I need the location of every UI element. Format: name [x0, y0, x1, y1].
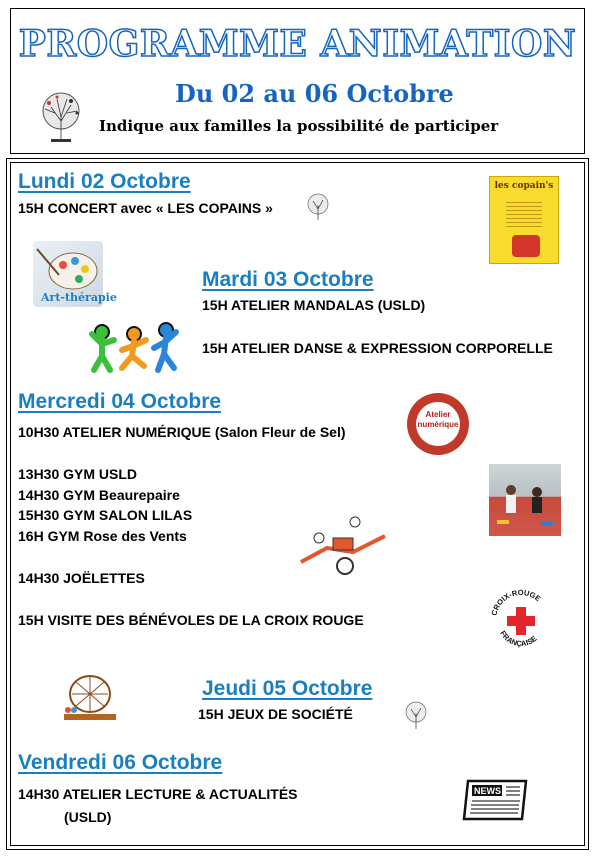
event-mardi-danse: 15H ATELIER DANSE & EXPRESSION CORPORELLE	[202, 340, 553, 356]
gym-figures	[489, 464, 561, 536]
art-therapie-label: Art-thérapie	[41, 291, 117, 304]
gym-photo	[489, 464, 561, 536]
svg-text:FRANÇAISE: FRANÇAISE	[498, 629, 539, 649]
event-vendredi-usld: (USLD)	[64, 809, 112, 825]
event-mercredi-croix-rouge: 15H VISITE DES BÉNÉVOLES DE LA CROIX ROUGE	[18, 612, 364, 628]
event-mercredi-gym-usld: 13H30 GYM USLD	[18, 466, 138, 482]
dancing-figures-icon	[88, 322, 180, 374]
event-jeudi-jeux: 15H JEUX DE SOCIÉTÉ	[198, 706, 353, 722]
header-box	[10, 8, 585, 154]
poster-text-lines	[506, 199, 542, 229]
atelier-numerique-badge	[407, 393, 469, 455]
bingo-cage-icon	[58, 670, 122, 726]
event-vendredi-lecture: 14H30 ATELIER LECTURE & ACTUALITÉS	[18, 786, 298, 802]
day-title-jeudi: Jeudi 05 Octobre	[202, 677, 373, 700]
news-label: NEWS	[474, 786, 501, 796]
tree-logo-icon	[403, 700, 429, 732]
event-mercredi-gym-rose: 16H GYM Rose des Vents	[18, 528, 187, 544]
art-therapie-image	[33, 241, 117, 307]
event-lundi-concert: 15H CONCERT avec « LES COPAINS »	[18, 200, 273, 216]
event-mercredi-gym-beaurepaire: 14H30 GYM Beaurepaire	[18, 487, 180, 503]
les-copains-poster	[489, 176, 559, 264]
day-title-vendredi: Vendredi 06 Octobre	[18, 751, 223, 774]
day-title-mardi: Mardi 03 Octobre	[202, 268, 374, 291]
tree-logo-icon	[37, 91, 85, 147]
croix-rouge-logo	[488, 587, 554, 653]
event-mardi-mandalas: 15H ATELIER MANDALAS (USLD)	[202, 297, 426, 313]
event-mercredi-numerique: 10H30 ATELIER NUMÉRIQUE (Salon Fleur de Sel)	[18, 424, 346, 440]
tree-logo-icon	[305, 193, 331, 223]
date-range: Du 02 au 06 Octobre	[175, 79, 454, 108]
atelier-numerique-label: Atelier numérique	[416, 402, 460, 446]
poster-title: les copain's	[494, 181, 554, 191]
newspaper-icon	[462, 775, 532, 825]
poster-art	[512, 235, 540, 257]
svg-text:CROIX-ROUGE: CROIX-ROUGE	[489, 587, 543, 617]
joelette-cartoon-icon	[297, 512, 389, 576]
palette-icon	[33, 241, 117, 307]
day-title-mercredi: Mercredi 04 Octobre	[18, 390, 222, 413]
page-title: PROGRAMME ANIMATION	[18, 23, 577, 65]
event-mercredi-gym-lilas: 15H30 GYM SALON LILAS	[18, 507, 193, 523]
event-mercredi-joelettes: 14H30 JOËLETTES	[18, 570, 145, 586]
day-title-lundi: Lundi 02 Octobre	[18, 170, 191, 193]
header-note: Indique aux familles la possibilité de participer	[99, 117, 499, 135]
